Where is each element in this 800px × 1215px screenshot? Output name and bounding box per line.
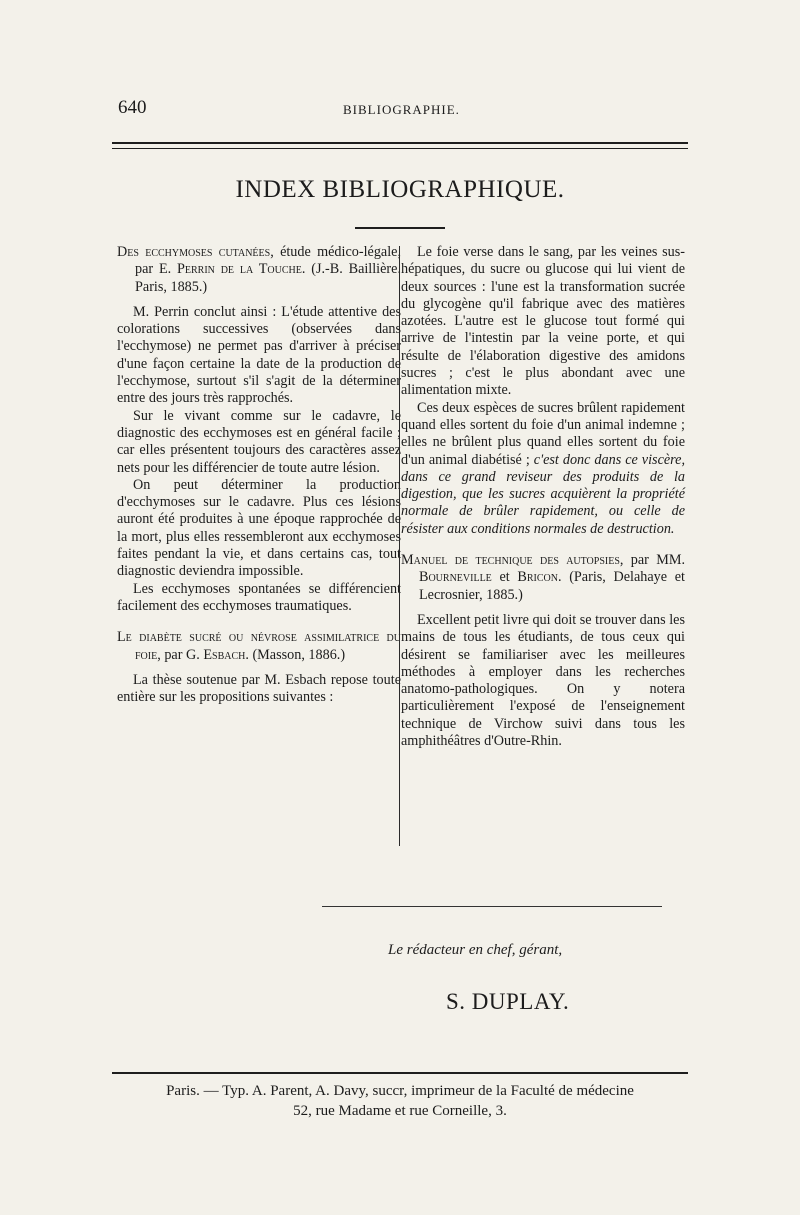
header-rule-thick [112,142,688,144]
right-column [401,244,685,750]
imprint-rule [112,1072,688,1074]
paragraph: On peut déterminer la production d'ecchymoses sur le cadavre. Plus ces lésions auront été produites à une époque rapprochée de la mort, plus elles ressembleront aux ecchymoses faites pendant la vie, et dans certains cas, tout diagnostic deviendra impossible. [117,476,401,580]
page-number: 640 [118,97,147,118]
entry-title: Le diabète sucré ou névrose assimilatrice du foie [117,629,401,663]
entry-by: , par G. [157,646,204,663]
entry-author: Bourneville [419,569,492,586]
paragraph: Le foie verse dans le sang, par les veines sus-hépatiques, du sucre ou glucose qui lui vient de deux sources : l'une est la transformation sucrée du glycogène qu'il fabrique avec des matières azotées. L'autre est le glucose tout formé qui arrive de l'intestin par la veine porte, et qui résulte de l'élaboration digestive des amidons sucres ; c'est le plus abondant avec une alimentation mixte. [401,244,685,399]
title-rule [355,227,445,229]
left-column [117,244,401,706]
bibliography-entry-manuel [401,552,685,604]
paragraph: Sur le vivant comme sur le cadavre, le diagnostic des ecchymoses est en général facile ; car elles présentent toujours des caractères assez nets pour les différencier de toute autre lésion. [117,407,401,476]
bibliography-entry-ecchymoses [117,244,401,296]
entry-and: et [491,569,518,586]
entry-author: Bricon [517,569,558,586]
header-rule-thin [112,148,688,149]
running-title: BIBLIOGRAPHIE. [343,102,460,117]
entry-author: Esbach [203,646,246,663]
entry-by: , par MM. [619,552,685,569]
paragraph-italic: c'est donc dans ce viscère, dans ce grand reviseur des produits de la digestion, que les sucres acquièrent la propriété normale de brûler rapidement, ou celle de résister aux conditions normales de destruction. [401,451,686,537]
signature-name: S. DUPLAY. [446,989,570,1014]
signature-rule [322,906,662,907]
entry-publisher: . (J.-B. Baillière. Paris, 1885.) [135,261,401,295]
paragraph [401,400,685,538]
entry-publisher: . (Masson, 1886.) [245,646,346,663]
paragraph: Excellent petit livre qui doit se trouver dans les mains de tous les étudiants, de tous ceux qui désirent se familiariser avec les meilleures méthodes à employer dans les recherches anatomo-pathologiques. On y notera particulièrement l'exposé de l'enseignement technique de Virchow suivi dans tous les amphithéâtres d'Outre-Rhin. [401,611,685,750]
entry-title: Des ecchymoses cutanées [117,244,271,260]
entry-subtitle: , étude médico-légale, par E. [135,244,401,278]
entry-title: Manuel de technique des autopsies [401,552,620,569]
page-title: INDEX BIBLIOGRAPHIQUE. [235,176,565,203]
entry-publisher: . (Paris, Delahaye et Lecrosnier, 1885.) [419,569,685,603]
signature-role: Le rédacteur en chef, gérant, [388,942,563,958]
imprint-line-2: 52, rue Madame et rue Corneille, 3. [293,1103,507,1119]
bibliography-entry-diabete [117,629,401,664]
paragraph: La thèse soutenue par M. Esbach repose toute entière sur les propositions suivantes : [117,671,401,706]
column-divider [399,246,400,846]
paragraph: M. Perrin conclut ainsi : L'étude attentive des colorations successives (observées dans l'ecchymose) ne permet pas d'arriver à préciser d'une façon certaine la date de la production de l'ecchymose, surtout s'il s'agit de la déterminer entre des jours très rapprochés. [117,303,401,407]
entry-author: Perrin de la Touche [176,261,302,278]
paragraph-text: Ces deux espèces de sucres brûlent rapidement quand elles sortent du foie d'un animal indemne ; elles ne brûlent plus quand elles sortent du foie d'un animal diabétisé ; [401,399,685,468]
imprint-line-1: Paris. — Typ. A. Parent, A. Davy, succr, imprimeur de la Faculté de médecine [166,1083,634,1099]
paragraph: Les ecchymoses spontanées se différencient facilement des ecchymoses traumatiques. [117,580,401,614]
